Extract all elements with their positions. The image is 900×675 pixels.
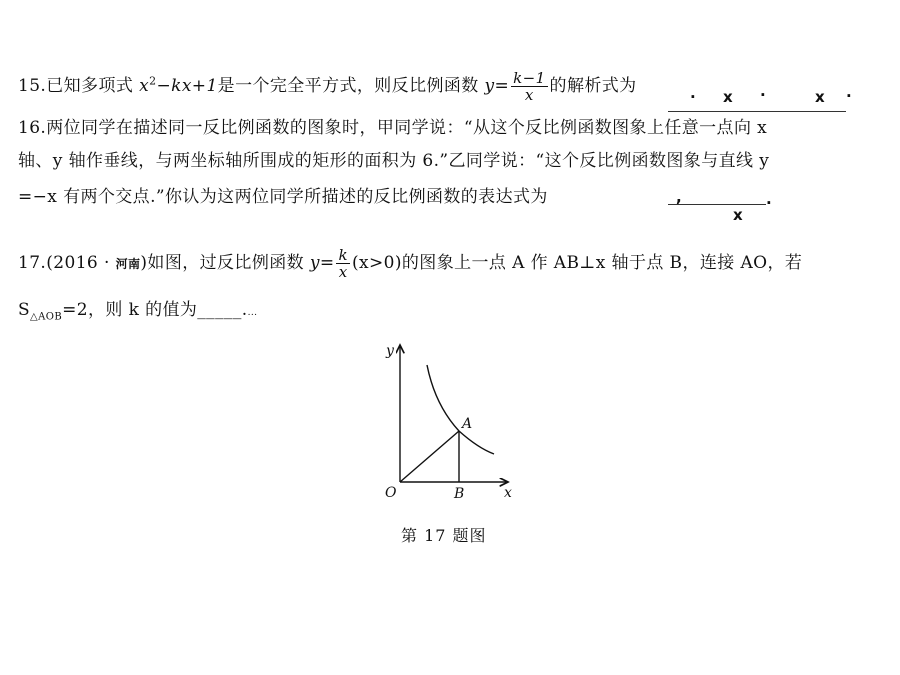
q16-answer-comma: ,: [676, 188, 682, 206]
q17-frac-num: k: [338, 246, 348, 264]
q16-line-2-text: 轴、y 轴作垂线，与两坐标轴所围成的矩形的面积为 6.”乙同学说：“这个反比例函数图象与直线 y: [18, 151, 770, 171]
q15-frac-den: x: [524, 86, 534, 104]
q17-frac-den: x: [338, 263, 348, 281]
figure-caption: 第 17 题图: [401, 526, 487, 545]
q15-poly-exp: 2: [149, 74, 157, 88]
q17-s-label: S: [18, 300, 31, 320]
q17-tiny-mark: ...: [247, 308, 258, 318]
q16-number: 16.: [18, 118, 47, 138]
label-point-a: A: [462, 416, 473, 432]
q15-frac-num: k−1: [513, 69, 546, 87]
q17-s-sub: △AOB: [30, 311, 63, 323]
label-point-b: B: [454, 486, 465, 502]
q15-y-eq: y=: [484, 76, 510, 96]
q15-answer-mark-2: x: [815, 88, 825, 106]
label-origin: O: [385, 485, 397, 501]
hyperbola-curve: [427, 365, 494, 454]
q17-source-year: (2016 ·: [46, 253, 116, 273]
q15-answer-mark-1: x: [723, 88, 733, 106]
q15-text-c: 的解析式为: [549, 76, 637, 96]
q17-blank: _____: [197, 300, 242, 320]
q15-number: 15.: [18, 76, 47, 96]
q15-text-a: 已知多项式: [46, 76, 140, 96]
q16-answer-mark: x: [733, 206, 743, 224]
q15-answer-dot-left: ·: [690, 88, 696, 106]
q17-y-eq: y=: [309, 253, 335, 273]
q17-text-b: 的图象上一点 A 作 AB⊥x 轴于点 B，连接 AO，若: [401, 253, 803, 273]
q17-text-c: =2，则 k 的值为: [62, 300, 198, 320]
q17-text-a: 如图，过反比例函数: [147, 253, 310, 273]
q15-text-b: 是一个完全平方式，则反比例函数: [217, 76, 485, 96]
q15-poly-x: x: [139, 76, 150, 96]
q15-end-dot: .: [846, 83, 852, 101]
q15-answer-dot-mid: ·: [760, 86, 766, 104]
q17-source-region: 河南: [115, 257, 141, 271]
segment-ao: [400, 431, 459, 482]
q16-line-1-text: 两位同学在描述同一反比例函数的图象时，甲同学说：“从这个反比例函数图象上任意一点向 x: [46, 118, 768, 138]
q16-end-dot: .: [766, 190, 772, 208]
q15-poly-rest: −kx+1: [156, 76, 218, 96]
label-x-axis: x: [504, 485, 512, 501]
q16-line-3-text: =−x 有两个交点.”你认为这两位同学所描述的反比例函数的表达式为: [18, 187, 548, 207]
q17-condition: (x>0): [351, 253, 402, 273]
q17-source-close: ): [140, 253, 148, 273]
q17-end: .: [241, 300, 248, 320]
q17-number: 17.: [18, 253, 47, 273]
label-y-axis: y: [386, 343, 394, 359]
